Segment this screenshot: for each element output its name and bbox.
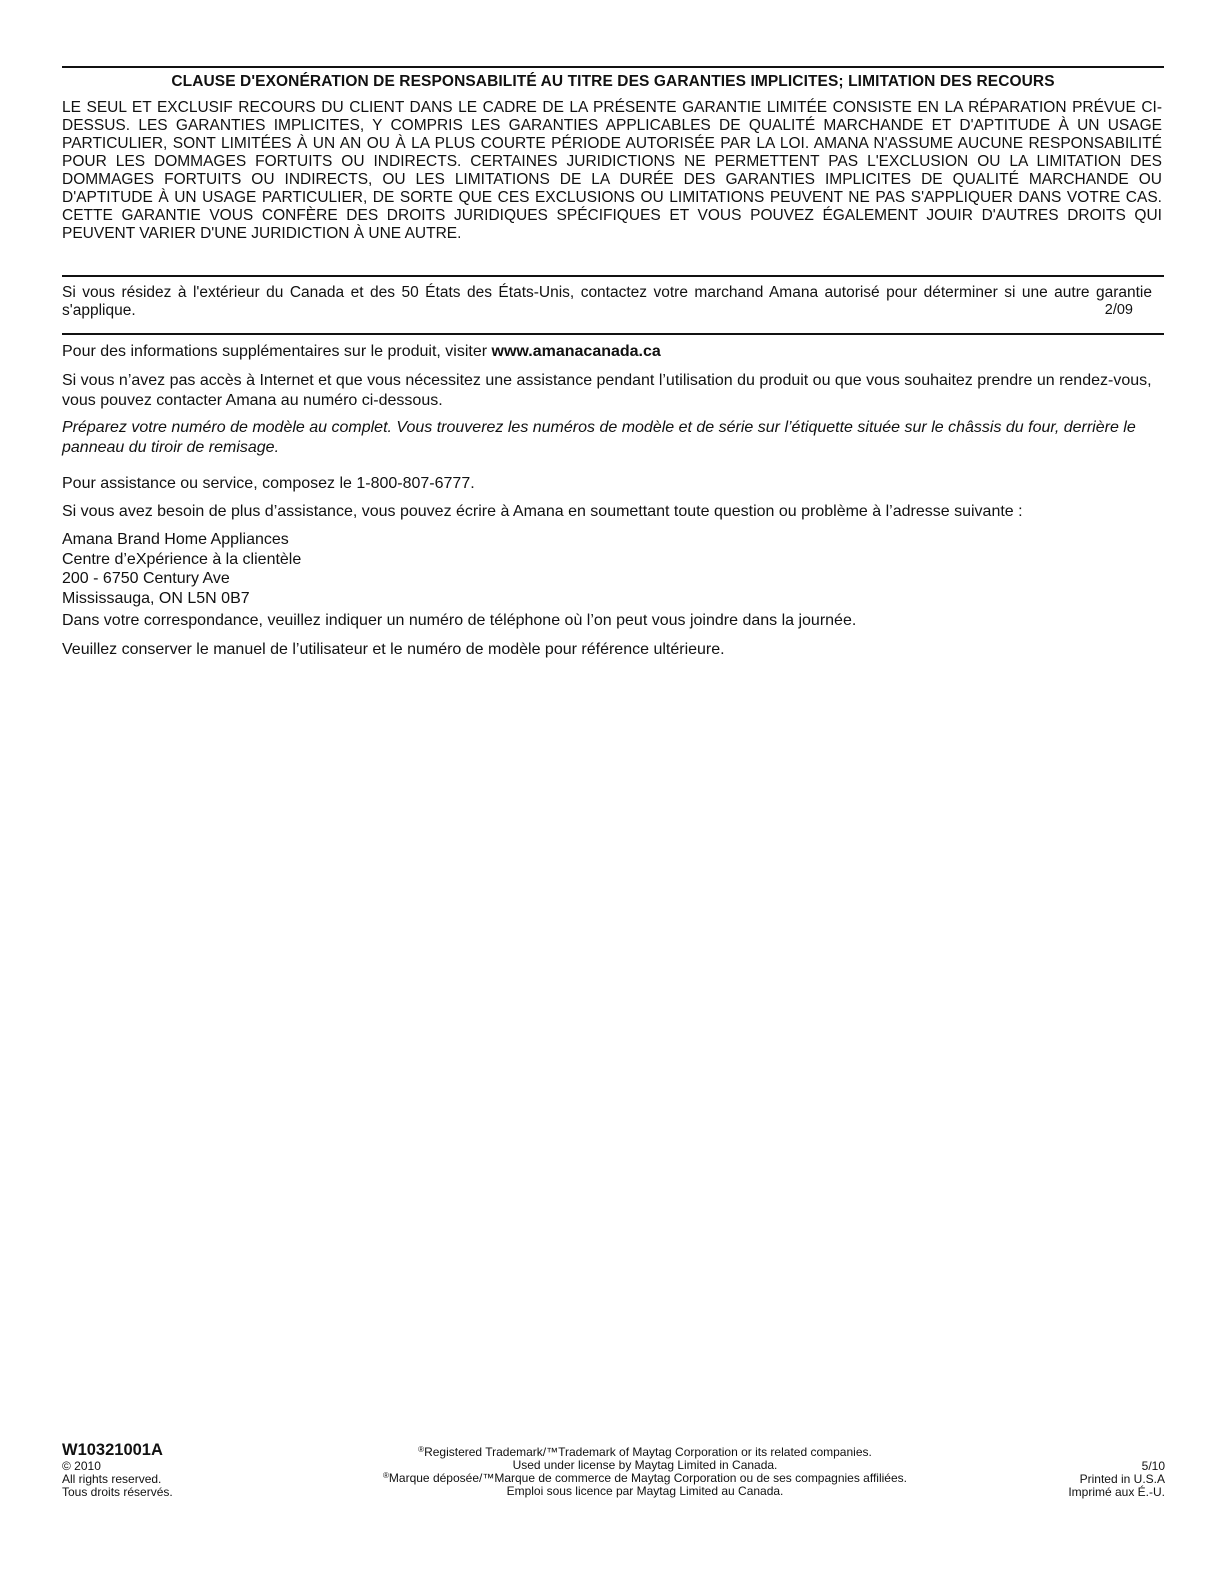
outside-warranty-date: 2/09 bbox=[1104, 302, 1133, 318]
registered-mark-fr: ® bbox=[383, 1471, 389, 1480]
disclaimer-body: LE SEUL ET EXCLUSIF RECOURS DU CLIENT DANS LE CADRE DE LA PRÉSENTE GARANTIE LIMITÉE CONSISTE EN LA RÉPARATION PRÉVUE CI-DESSUS. LES GARANTIES IMPLICITES, Y COMPRIS LES GARANTIES APPLICABLES DE QUALITÉ MARCHANDE ET D'APTITUDE À UN USAGE PARTICULIER, SONT LIMITÉES À UN AN OU À LA PLUS COURTE PÉRIODE AUTORISÉE PAR LA LOI. AMANA N'ASSUME AUCUNE RESPONSABILITÉ POUR LES DOMMAGES FORTUITS OU INDIRECTS. CERTAINES JURIDICTIONS NE PERMETTENT PAS L'EXCLUSION OU LA LIMITATION DES DOMMAGES FORTUITS OU INDIRECTS, OU LES LIMITATIONS DE LA DURÉE DES GARANTIES IMPLICITES DE QUALITÉ MARCHANDE OU D'APTITUDE À UN USAGE PARTICULIER, DE SORTE QUE CES EXCLUSIONS OU LIMITATIONS PEUVENT NE PAS S'APPLIQUER DANS VOTRE CAS. CETTE GARANTIE VOUS CONFÈRE DES DROITS JURIDIQUES SPÉCIFIQUES ET VOUS POUVEZ ÉGALEMENT JOUIR D'AUTRES DROITS QUI PEUVENT VARIER D'UNE JURIDICTION À UNE AUTRE. bbox=[62, 99, 1162, 242]
prepare-model-paragraph: Préparez votre numéro de modèle au complet. Vous trouverez les numéros de modèle et de série sur l’étiquette située sur le châssis du four, derrière le panneau du tiroir de remisage. bbox=[62, 419, 1136, 456]
address-line: Centre d’eXpérience à la clientèle bbox=[62, 550, 302, 568]
visit-paragraph bbox=[62, 342, 1162, 362]
top-rule bbox=[62, 66, 1164, 68]
visit-text: Pour des informations supplémentaires sur le produit, visiter bbox=[62, 343, 492, 360]
license-en: Used under license by Maytag Limited in Canada. bbox=[512, 1458, 778, 1472]
rights-reserved-en: All rights reserved. bbox=[62, 1472, 162, 1486]
address-line: Amana Brand Home Appliances bbox=[62, 531, 289, 548]
website-link[interactable]: www.amanacanada.ca bbox=[491, 343, 661, 360]
outside-warranty-text: Si vous résidez à l'extérieur du Canada et des 50 États des États-Unis, contactez votre marchand Amana autorisé pour déterminer si une autre garantie s'applique. bbox=[62, 284, 1152, 319]
disclaimer-heading: CLAUSE D'EXONÉRATION DE RESPONSABILITÉ AU TITRE DES GARANTIES IMPLICITES; LIMITATION DES RECOURS bbox=[171, 73, 1055, 90]
registered-mark: ® bbox=[418, 1445, 425, 1454]
printed-in-fr: Imprimé aux É.-U. bbox=[1068, 1485, 1165, 1499]
no-internet-paragraph: Si vous n’avez pas accès à Internet et que vous nécessitez une assistance pendant l’utilisation du produit ou que vous souhaitez prendre un rendez-vous, vous pouvez contacter Amana au numéro ci-dessous. bbox=[62, 372, 1152, 409]
write-paragraph: Si vous avez besoin de plus d’assistance, vous pouvez écrire à Amana en soumettant toute question ou problème à l’adresse suivante : bbox=[62, 503, 1023, 520]
print-date: 5/10 bbox=[1141, 1459, 1165, 1473]
trademark-fr: Marque déposée/™Marque de commerce de Maytag Corporation ou de ses compagnies affiliées. bbox=[388, 1471, 907, 1485]
keep-manual-paragraph: Veuillez conserver le manuel de l’utilisateur et le numéro de modèle pour référence ultérieure. bbox=[62, 641, 725, 658]
address-line: 200 - 6750 Century Ave bbox=[62, 570, 230, 587]
mailing-address bbox=[62, 530, 1162, 608]
address-line: Mississauga, ON L5N 0B7 bbox=[62, 589, 250, 607]
footer-left bbox=[62, 1440, 173, 1499]
footer-trademark bbox=[300, 1446, 990, 1498]
printed-in-en: Printed in U.S.A bbox=[1079, 1472, 1165, 1486]
license-fr: Emploi sous licence par Maytag Limited au Canada. bbox=[506, 1484, 784, 1498]
correspondence-paragraph: Dans votre correspondance, veuillez indiquer un numéro de téléphone où l’on peut vous joindre dans la journée. bbox=[62, 612, 857, 629]
divider-1 bbox=[62, 275, 1164, 277]
footer-right bbox=[1068, 1460, 1165, 1499]
copyright: © 2010 bbox=[62, 1459, 101, 1473]
rights-reserved-fr: Tous droits réservés. bbox=[62, 1485, 173, 1499]
divider-2 bbox=[62, 333, 1164, 335]
trademark-en: Registered Trademark/™Trademark of Maytag Corporation or its related companies. bbox=[424, 1445, 872, 1459]
part-number: W10321001A bbox=[62, 1441, 163, 1459]
phone-paragraph: Pour assistance ou service, composez le 1-800-807-6777. bbox=[62, 475, 475, 492]
